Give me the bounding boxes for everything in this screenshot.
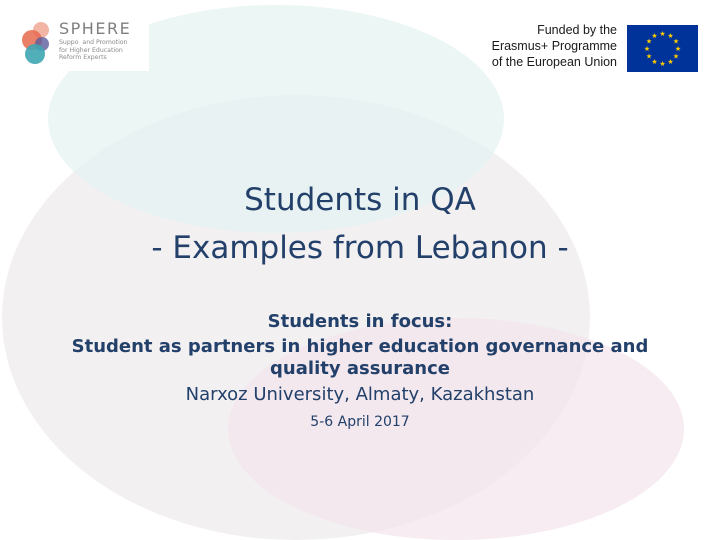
svg-text:★: ★ bbox=[659, 30, 666, 38]
tagline-line-2: for Higher Education bbox=[59, 46, 123, 54]
svg-text:★: ★ bbox=[651, 32, 658, 40]
event-venue: Narxoz University, Almaty, Kazakhstan bbox=[185, 384, 535, 405]
funding-line-2: Erasmus+ Programme bbox=[491, 39, 617, 53]
svg-text:★: ★ bbox=[651, 58, 658, 66]
event-name bbox=[40, 308, 680, 380]
tagline-line-1: Suppo and Promotion bbox=[59, 39, 128, 46]
sphere-logo-icon bbox=[20, 20, 54, 66]
funding-line-3: of the European Union bbox=[491, 55, 617, 69]
svg-text:★: ★ bbox=[667, 32, 674, 40]
tagline-line-3: Reform Experts bbox=[59, 54, 107, 61]
svg-text:★: ★ bbox=[674, 45, 682, 53]
sphere-logo-name: SPHERE bbox=[59, 19, 132, 38]
subtitle-line-3: quality assurance bbox=[270, 358, 450, 379]
svg-text:★: ★ bbox=[659, 60, 666, 68]
subtitle-line-2: Student as partners in higher education governance and bbox=[71, 336, 649, 357]
sphere-logo-tagline bbox=[59, 39, 151, 62]
svg-text:★: ★ bbox=[672, 52, 680, 61]
sphere-logo bbox=[14, 14, 149, 71]
event-date: 5-6 April 2017 bbox=[310, 414, 410, 430]
svg-text:★: ★ bbox=[645, 37, 653, 46]
title-line-1: Students in QA bbox=[244, 182, 476, 218]
title-line-2: - Examples from Lebanon - bbox=[151, 230, 569, 266]
subtitle-line-1: Students in focus: bbox=[267, 311, 453, 332]
funding-statement bbox=[472, 22, 617, 70]
svg-text:★: ★ bbox=[643, 45, 651, 53]
eu-flag-icon bbox=[627, 25, 698, 72]
slide-subtitle bbox=[40, 308, 680, 434]
slide-title bbox=[60, 176, 660, 272]
svg-text:★: ★ bbox=[645, 52, 653, 61]
svg-text:★: ★ bbox=[667, 58, 674, 66]
funding-line-1: Funded by the bbox=[537, 23, 617, 37]
svg-text:★: ★ bbox=[672, 37, 680, 46]
eu-stars bbox=[627, 25, 698, 72]
